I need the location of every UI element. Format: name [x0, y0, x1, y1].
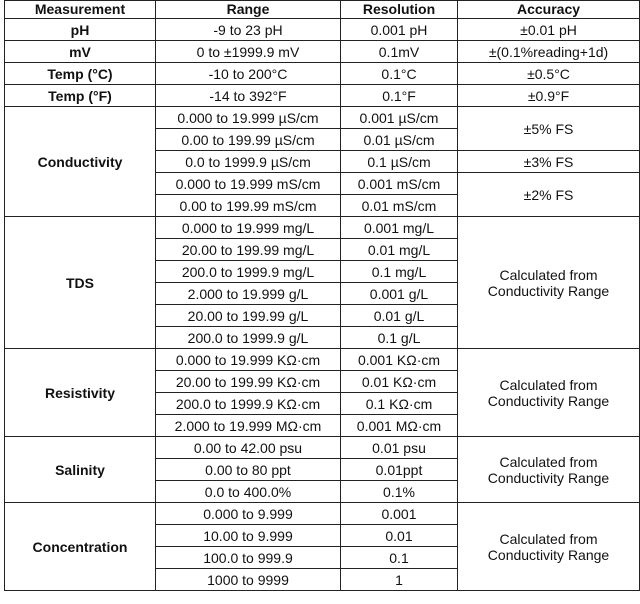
range-cell: 10.00 to 9.999 [156, 525, 341, 547]
resolution-cell: 0.001 mS/cm [341, 173, 458, 195]
table-row [5, 503, 640, 525]
header-measurement: Measurement [5, 1, 156, 19]
table-row [5, 217, 640, 239]
measurement-ph: pH [5, 19, 156, 41]
accuracy-cell: ±0.9°F [458, 85, 640, 107]
range-cell: 200.0 to 1999.9 KΩ·cm [156, 393, 341, 415]
resolution-cell: 0.1% [341, 481, 458, 503]
accuracy-cell: Calculated from Conductivity Range [458, 217, 640, 349]
range-cell: -10 to 200°C [156, 63, 341, 85]
range-cell: -9 to 23 pH [156, 19, 341, 41]
measurement-concentration: Concentration [5, 503, 156, 591]
resolution-cell: 0.001 mg/L [341, 217, 458, 239]
range-cell: -14 to 392°F [156, 85, 341, 107]
accuracy-cell: Calculated from Conductivity Range [458, 503, 640, 591]
accuracy-cell: ±(0.1%reading+1d) [458, 41, 640, 63]
range-cell: 0.000 to 19.999 µS/cm [156, 107, 341, 129]
accuracy-cell: ±0.5°C [458, 63, 640, 85]
resolution-cell: 0.001 g/L [341, 283, 458, 305]
range-cell: 0.000 to 19.999 mg/L [156, 217, 341, 239]
resolution-cell: 0.001 MΩ·cm [341, 415, 458, 437]
resolution-cell: 0.1 [341, 547, 458, 569]
range-cell: 2.000 to 19.999 g/L [156, 283, 341, 305]
resolution-cell: 0.01 psu [341, 437, 458, 459]
accuracy-cell: ±3% FS [458, 151, 640, 173]
accuracy-cell: ±5% FS [458, 107, 640, 151]
table-row [5, 63, 640, 85]
header-row [5, 1, 640, 19]
range-cell: 0.000 to 19.999 mS/cm [156, 173, 341, 195]
resolution-cell: 0.1 µS/cm [341, 151, 458, 173]
accuracy-cell: ±2% FS [458, 173, 640, 217]
measurement-salinity: Salinity [5, 437, 156, 503]
resolution-cell: 0.01 µS/cm [341, 129, 458, 151]
resolution-cell: 0.001 pH [341, 19, 458, 41]
resolution-cell: 0.1 KΩ·cm [341, 393, 458, 415]
resolution-cell: 0.01 [341, 525, 458, 547]
resolution-cell: 0.01ppt [341, 459, 458, 481]
measurement-tds: TDS [5, 217, 156, 349]
range-cell: 2.000 to 19.999 MΩ·cm [156, 415, 341, 437]
measurement-conductivity: Conductivity [5, 107, 156, 217]
table-row [5, 349, 640, 371]
table-row [5, 41, 640, 63]
range-cell: 200.0 to 1999.9 mg/L [156, 261, 341, 283]
range-cell: 0.00 to 42.00 psu [156, 437, 341, 459]
resolution-cell: 0.01 KΩ·cm [341, 371, 458, 393]
range-cell: 20.00 to 199.99 mg/L [156, 239, 341, 261]
range-cell: 20.00 to 199.99 g/L [156, 305, 341, 327]
header-resolution: Resolution [341, 1, 458, 19]
resolution-cell: 0.01 g/L [341, 305, 458, 327]
table-row [5, 437, 640, 459]
resolution-cell: 1 [341, 569, 458, 591]
range-cell: 0.000 to 9.999 [156, 503, 341, 525]
accuracy-cell: Calculated from Conductivity Range [458, 437, 640, 503]
accuracy-cell: ±0.01 pH [458, 19, 640, 41]
table-row [5, 85, 640, 107]
table-row [5, 107, 640, 129]
range-cell: 200.0 to 1999.9 g/L [156, 327, 341, 349]
resolution-cell: 0.1°F [341, 85, 458, 107]
range-cell: 0.00 to 80 ppt [156, 459, 341, 481]
measurement-resistivity: Resistivity [5, 349, 156, 437]
spec-table [4, 0, 640, 591]
range-cell: 0 to ±1999.9 mV [156, 41, 341, 63]
resolution-cell: 0.01 mg/L [341, 239, 458, 261]
header-accuracy: Accuracy [458, 1, 640, 19]
range-cell: 1000 to 9999 [156, 569, 341, 591]
measurement-temp-c: Temp (°C) [5, 63, 156, 85]
range-cell: 0.00 to 199.99 µS/cm [156, 129, 341, 151]
table-row [5, 19, 640, 41]
resolution-cell: 0.001 [341, 503, 458, 525]
resolution-cell: 0.001 µS/cm [341, 107, 458, 129]
header-range: Range [156, 1, 341, 19]
range-cell: 0.0 to 400.0% [156, 481, 341, 503]
range-cell: 20.00 to 199.99 KΩ·cm [156, 371, 341, 393]
resolution-cell: 0.001 KΩ·cm [341, 349, 458, 371]
range-cell: 0.0 to 1999.9 µS/cm [156, 151, 341, 173]
resolution-cell: 0.1°C [341, 63, 458, 85]
measurement-temp-f: Temp (°F) [5, 85, 156, 107]
range-cell: 100.0 to 999.9 [156, 547, 341, 569]
measurement-mv: mV [5, 41, 156, 63]
resolution-cell: 0.1 g/L [341, 327, 458, 349]
range-cell: 0.00 to 199.99 mS/cm [156, 195, 341, 217]
resolution-cell: 0.01 mS/cm [341, 195, 458, 217]
resolution-cell: 0.1mV [341, 41, 458, 63]
range-cell: 0.000 to 19.999 KΩ·cm [156, 349, 341, 371]
accuracy-cell: Calculated from Conductivity Range [458, 349, 640, 437]
resolution-cell: 0.1 mg/L [341, 261, 458, 283]
